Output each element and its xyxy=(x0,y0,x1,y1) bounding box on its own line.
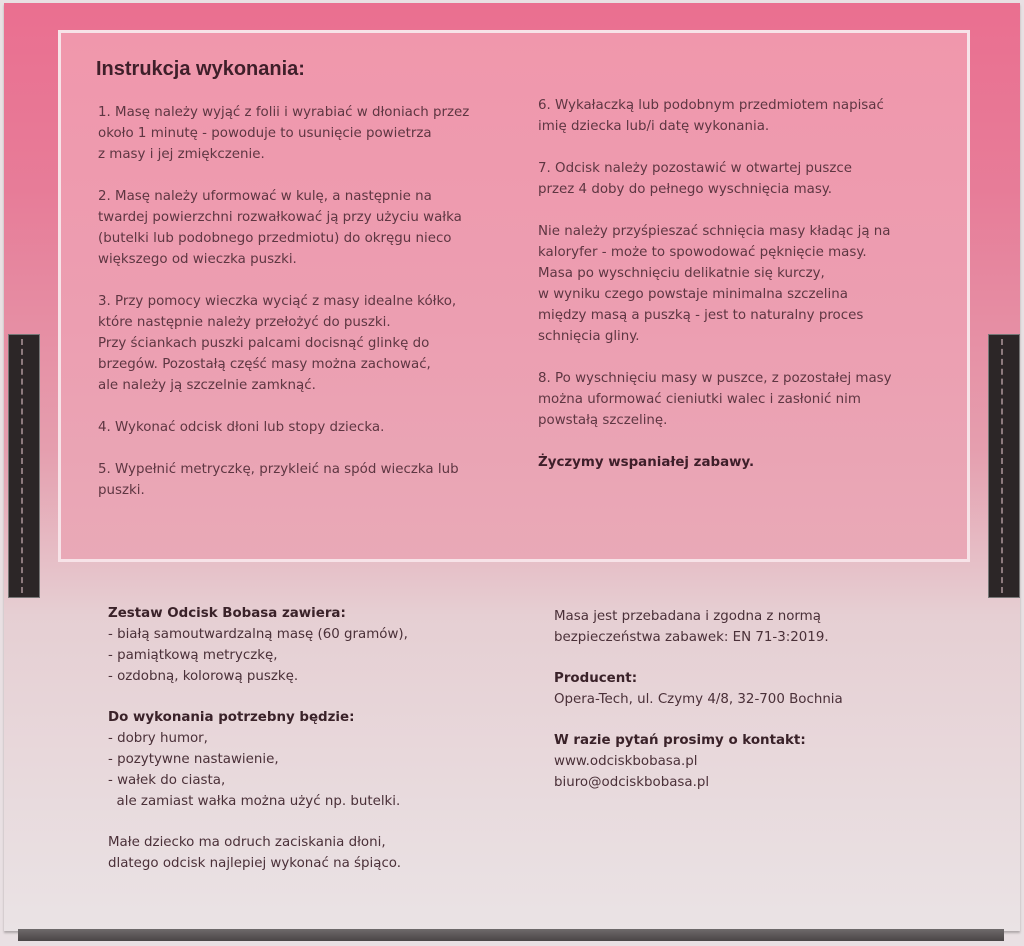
right-side-flap xyxy=(988,334,1020,598)
contact-heading: W razie pytań prosimy o kontakt: xyxy=(554,733,806,748)
needed-item: ale zamiast wałka można użyć np. butelki. xyxy=(108,794,401,809)
needed-heading: Do wykonania potrzebny będzie: xyxy=(108,710,355,725)
sleeping-note: Małe dziecko ma odruch zaciskania dłoni, dlatego odcisk najlepiej wykonać na śpiąco. xyxy=(108,835,402,871)
contents-heading: Zestaw Odcisk Bobasa zawiera: xyxy=(108,606,346,621)
instructions-right-column xyxy=(538,95,938,494)
contents-item: - białą samoutwardzalną masę (60 gramów), xyxy=(108,627,408,642)
contents-item: - ozdobną, kolorową puszkę. xyxy=(108,669,299,684)
instruction-step-7: 7. Odcisk należy pozostawić w otwartej puszce przez 4 doby do pełnego wyschnięcia masy. xyxy=(538,161,853,197)
left-side-flap xyxy=(8,334,40,598)
needed-item: - dobry humor, xyxy=(108,731,208,746)
needed-item: - wałek do ciasta, xyxy=(108,773,226,788)
instruction-step-4: 4. Wykonać odcisk dłoni lub stopy dziecka. xyxy=(98,420,385,435)
instruction-step-6: 6. Wykałaczką lub podobnym przedmiotem napisać imię dziecka lub/i datę wykonania. xyxy=(538,98,884,134)
contact-email: biuro@odciskbobasa.pl xyxy=(554,775,710,790)
producer-heading: Producent: xyxy=(554,671,638,686)
instructions-left-column xyxy=(98,102,518,522)
package-bottom-edge xyxy=(18,929,1004,941)
instruction-step-5: 5. Wypełnić metryczkę, przykleić na spód wieczka lub puszki. xyxy=(98,462,459,498)
kit-info-right xyxy=(554,606,974,793)
instruction-step-2: 2. Masę należy uformować w kulę, a następnie na twardej powierzchni rozwałkować ją przy użyciu wałka (butelki lub podobnego przedmiotu) do okręgu nieco większego od wieczka puszki. xyxy=(98,189,462,267)
drying-warning: Nie należy przyśpieszać schnięcia masy kładąc ją na kaloryfer - może to spowodować pęknięcie masy. Masa po wyschnięciu delikatnie się kurczy, w wyniku czego powstaje minimalna szczelina między masą a puszką - jest to naturalny proces schnięcia gliny. xyxy=(538,224,891,344)
instructions-title: Instrukcja wykonania: xyxy=(96,58,305,80)
needed-item: - pozytywne nastawienie, xyxy=(108,752,279,767)
instruction-step-1: 1. Masę należy wyjąć z folii i wyrabiać w dłoniach przez około 1 minutę - powoduje to usunięcie powietrza z masy i jej zmiękczenie. xyxy=(98,105,470,162)
closing-wish: Życzymy wspaniałej zabawy. xyxy=(538,455,755,470)
contact-website: www.odciskbobasa.pl xyxy=(554,754,698,769)
instruction-step-8: 8. Po wyschnięciu masy w puszce, z pozostałej masy można uformować cieniutki walec i zasłonić nim powstałą szczelinę. xyxy=(538,371,892,428)
producer-address: Opera-Tech, ul. Czymy 4/8, 32-700 Bochnia xyxy=(554,692,843,707)
safety-statement: Masa jest przebadana i zgodna z normą bezpieczeństwa zabawek: EN 71-3:2019. xyxy=(554,609,829,645)
contents-item: - pamiątkową metryczkę, xyxy=(108,648,278,663)
kit-info-left xyxy=(108,603,528,874)
instruction-step-3: 3. Przy pomocy wieczka wyciąć z masy idealne kółko, które następnie należy przełożyć do puszki. Przy ściankach puszki palcami docisnąć glinkę do brzegów. Pozostałą część masy można zachować, ale należy ją szczelnie zamknąć. xyxy=(98,294,457,393)
